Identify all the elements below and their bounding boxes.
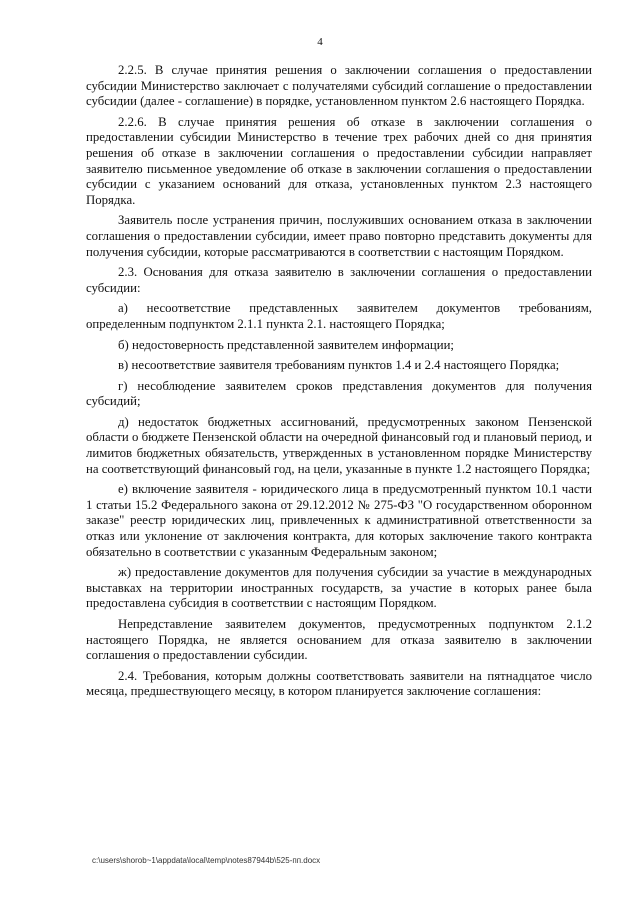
document-body bbox=[86, 63, 592, 705]
paragraph-2-3: 2.3. Основания для отказа заявителю в заключении соглашения о предоставлении субсидии: bbox=[86, 265, 592, 295]
list-item-g: г) несоблюдение заявителем сроков представления документов для получения субсидий; bbox=[86, 378, 592, 409]
paragraph-resubmission: Заявитель после устранения причин, послуживших основанием отказа в заключении соглашения о предоставлении субсидии, имеет право повторно представить документы для получения субсидии, которые рассматриваются в соответствии с настоящим Порядком. bbox=[86, 213, 592, 259]
list-item-zh: ж) предоставление документов для получения субсидии за участие в международных выставках на территории иностранных государств, за участие в которых ранее была предоставлена субсидия в соответствии с настоящим Порядком. bbox=[86, 565, 592, 611]
page-number: 4 bbox=[317, 36, 323, 48]
paragraph-non-submission: Непредставление заявителем документов, предусмотренных подпунктом 2.1.2 настоящего Порядка, не является основанием для отказа заявителю в заключении соглашения о предоставлении субсидии. bbox=[86, 617, 592, 663]
list-item-d: д) недостаток бюджетных ассигнований, предусмотренных законом Пензенской области о бюджете Пензенской области на очередной финансовый год и плановый период, и лимитов бюджетных обязательств, утвержденных в установленном порядке Министерству на соответствующий финансовый год, на цели, указанные в пункте 1.2 настоящего Порядка; bbox=[86, 414, 592, 476]
list-item-v: в) несоответствие заявителя требованиям пунктов 1.4 и 2.4 настоящего Порядка; bbox=[118, 358, 560, 373]
paragraph-2-2-6: 2.2.6. В случае принятия решения об отказе в заключении соглашения о предоставлении субсидии Министерство в течение трех рабочих дней со дня принятия решения об отказе в заключении соглашения о предоставлении субсидии направляет заявителю письменное уведомление об отказе в заключении соглашения о предоставлении субсидии с указанием оснований для отказа, установленных пунктом 2.3 настоящего Порядка. bbox=[86, 114, 592, 207]
paragraph-2-2-5: 2.2.5. В случае принятия решения о заключении соглашения о предоставлении субсидии Министерство заключает с получателями субсидий соглашение о предоставлении субсидии (далее - соглашение) в порядке, установленном пунктом 2.6 настоящего Порядка. bbox=[86, 63, 592, 109]
paragraph-2-4: 2.4. Требования, которым должны соответствовать заявители на пятнадцатое число месяца, предшествующего месяцу, в котором планируется заключение соглашения: bbox=[86, 668, 592, 699]
list-item-e: е) включение заявителя - юридического лица в предусмотренный пунктом 10.1 части 1 статьи 15.2 Федерального закона от 29.12.2012 № 275-ФЗ "О государственном оборонном заказе" реестр юридических лиц, привлеченных к административной ответственности за отказ или уклонение от заключения контракта, для которых заключение такого контракта обязательно в соответствии с указанным Федеральным законом; bbox=[86, 482, 592, 559]
list-item-b: б) недостоверность представленной заявителем информации; bbox=[118, 337, 454, 352]
list-item-a: а) несоответствие представленных заявителем документов требованиям, определенным подпунктом 2.1.1 пункта 2.1. настоящего Порядка; bbox=[86, 301, 592, 331]
file-path-footer: c:\users\shorob~1\appdata\local\temp\notes87944b\525-пп.docx bbox=[92, 856, 321, 865]
